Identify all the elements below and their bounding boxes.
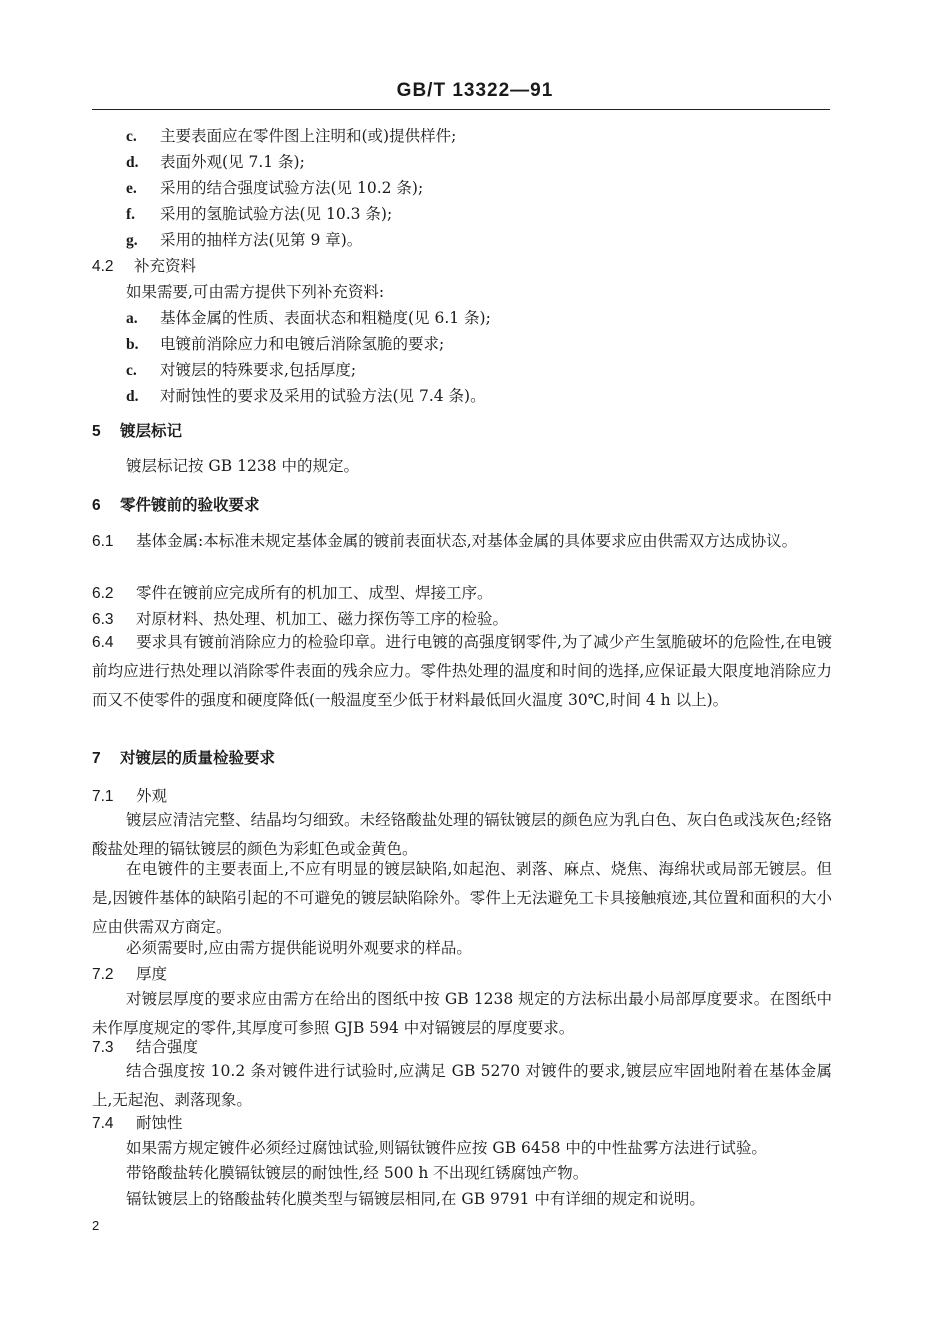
section-4-2-heading: 4.2 补充资料 [92, 257, 197, 275]
list-item [126, 307, 491, 330]
section-7-1-heading: 7.1 外观 [92, 787, 168, 805]
item-letter: c. [126, 128, 137, 145]
paragraph-7-4-b: 带铬酸盐转化膜镉钛镀层的耐蚀性,经 500 h 不出现红锈腐蚀产物。 [126, 1164, 589, 1182]
page-number: 2 [92, 1218, 100, 1233]
item-text: 电镀前消除应力和电镀后消除氢脆的要求; [160, 335, 445, 353]
section-7-3-heading: 7.3 结合强度 [92, 1038, 199, 1056]
section-7-heading: 7 对镀层的质量检验要求 [92, 749, 276, 767]
item-text: 主要表面应在零件图上注明和(或)提供样件; [160, 127, 457, 145]
list-item [126, 229, 362, 252]
header-rule [92, 109, 830, 110]
item-text: 采用的氢脆试验方法(见 10.3 条); [160, 205, 393, 223]
item-text: 采用的结合强度试验方法(见 10.2 条); [160, 179, 424, 197]
item-text: 基体金属的性质、表面状态和粗糙度(见 6.1 条); [160, 309, 491, 327]
paragraph-7-1-c: 必须需要时,应由需方提供能说明外观要求的样品。 [126, 939, 472, 957]
paragraph-6-2: 6.2 零件在镀前应完成所有的机加工、成型、焊接工序。 [92, 584, 493, 602]
section-5-text: 镀层标记按 GB 1238 中的规定。 [126, 457, 360, 475]
paragraph-6-4: 6.4 要求具有镀前消除应力的检验印章。进行电镀的高强度钢零件,为了减少产生氢脆破坏的危险性,在电镀前均应进行热处理以消除零件表面的残余应力。零件热处理的温度和时间的选择,应保证最大限度地消除应力而又不使零件的强度和硬度降低(一般温度至少低于材料最低回火温度 30℃,时间 4 h 以上)。 [92, 633, 832, 709]
list-item [126, 177, 423, 200]
item-letter: b. [126, 336, 139, 353]
item-letter: a. [126, 310, 138, 327]
list-item [126, 125, 456, 148]
section-7-4-heading: 7.4 耐蚀性 [92, 1114, 183, 1132]
paragraph-6-3: 6.3 对原材料、热处理、机加工、磁力探伤等工序的检验。 [92, 610, 509, 628]
item-text: 对耐蚀性的要求及采用的试验方法(见 7.4 条)。 [160, 387, 486, 405]
section-5-heading: 5 镀层标记 [92, 422, 183, 440]
paragraph-7-2: 对镀层厚度的要求应由需方在给出的图纸中按 GB 1238 规定的方法标出最小局部厚度要求。在图纸中未作厚度规定的零件,其厚度可参照 GJB 594 中对镉镀层的厚度要求。 [92, 990, 832, 1037]
section-6-heading: 6 零件镀前的验收要求 [92, 496, 260, 514]
item-letter: f. [126, 206, 136, 223]
item-letter: c. [126, 362, 137, 379]
item-letter: d. [126, 154, 139, 171]
item-letter: d. [126, 388, 139, 405]
paragraph-7-1-b: 在电镀件的主要表面上,不应有明显的镀层缺陷,如起泡、剥落、麻点、烧焦、海绵状或局部无镀层。但是,因镀件基体的缺陷引起的不可避免的镀层缺陷除外。零件上无法避免工卡具接触痕迹,其位置和面积的大小应由供需双方商定。 [92, 860, 832, 936]
list-item [126, 203, 392, 226]
list-item [126, 333, 444, 356]
item-text: 表面外观(见 7.1 条); [160, 153, 305, 171]
section-7-2-heading: 7.2 厚度 [92, 965, 168, 983]
paragraph-6-1: 6.1 基体金属:本标准未规定基体金属的镀前表面状态,对基体金属的具体要求应由供需双方达成协议。 [92, 532, 798, 550]
item-letter: g. [126, 232, 138, 249]
item-text: 对镀层的特殊要求,包括厚度; [160, 361, 357, 379]
paragraph-7-4-a: 如果需方规定镀件必须经过腐蚀试验,则镉钛镀件应按 GB 6458 中的中性盐雾方法进行试验。 [126, 1139, 767, 1157]
item-text: 采用的抽样方法(见第 9 章)。 [160, 231, 363, 249]
document-header: GB/T 13322—91 [396, 80, 554, 101]
item-letter: e. [126, 180, 137, 197]
list-item [126, 151, 305, 174]
list-item [126, 359, 356, 382]
section-4-2-intro: 如果需要,可由需方提供下列补充资料: [126, 283, 385, 301]
list-item [126, 385, 486, 408]
paragraph-7-3: 结合强度按 10.2 条对镀件进行试验时,应满足 GB 5270 对镀件的要求,镀层应牢固地附着在基体金属上,无起泡、剥落现象。 [92, 1062, 832, 1109]
paragraph-7-4-c: 镉钛镀层上的铬酸盐转化膜类型与镉镀层相同,在 GB 9791 中有详细的规定和说明。 [126, 1190, 705, 1208]
paragraph-7-1-a: 镀层应清洁完整、结晶均匀细致。未经铬酸盐处理的镉钛镀层的颜色应为乳白色、灰白色或浅灰色;经铬酸盐处理的镉钛镀层的颜色为彩虹色或金黄色。 [92, 811, 832, 858]
